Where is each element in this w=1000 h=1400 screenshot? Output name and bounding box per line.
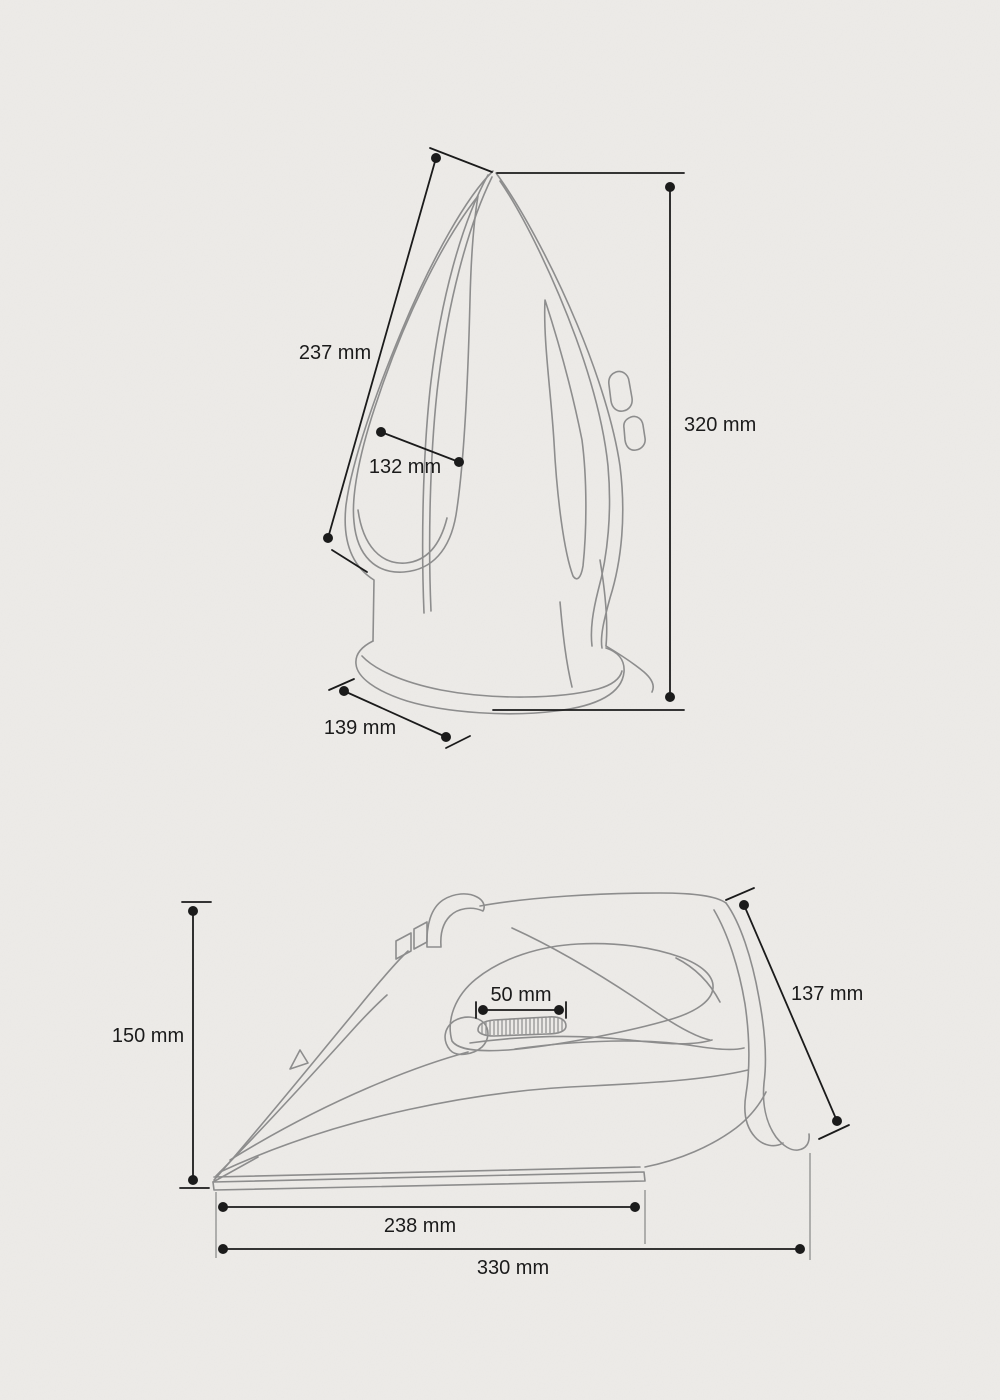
dim-150-label: 150 mm (111, 1025, 185, 1047)
dim-137-endpoint-a (739, 900, 749, 910)
dim-137-label: 137 mm (791, 983, 864, 1005)
dim-150-endpoint-a (188, 906, 198, 916)
dim-330-endpoint-a (218, 1244, 228, 1254)
dim-238-label: 238 mm (383, 1215, 457, 1237)
dim-237-endpoint-a (431, 153, 441, 163)
dim-50-endpoint-a (478, 1005, 488, 1015)
dim-320-label: 320 mm (684, 414, 757, 436)
dim-132-endpoint-a (376, 427, 386, 437)
dim-139-label: 139 mm (323, 717, 397, 739)
dim-320-endpoint-b (665, 692, 675, 702)
dim-320-endpoint-a (665, 182, 675, 192)
dim-132-endpoint-b (454, 457, 464, 467)
dim-238-endpoint-a (218, 1202, 228, 1212)
dim-330-endpoint-b (795, 1244, 805, 1254)
dim-330-label: 330 mm (476, 1257, 550, 1279)
dim-237-label: 237 mm (298, 342, 372, 364)
dim-238-endpoint-b (630, 1202, 640, 1212)
dim-50-endpoint-b (554, 1005, 564, 1015)
dim-139-endpoint-b (441, 732, 451, 742)
dim-137-endpoint-b (832, 1116, 842, 1126)
dim-132-label: 132 mm (368, 456, 442, 478)
dim-237-endpoint-b (323, 533, 333, 543)
dim-150-endpoint-b (188, 1175, 198, 1185)
dim-50-label: 50 mm (490, 984, 552, 1006)
dim-139-endpoint-a (339, 686, 349, 696)
